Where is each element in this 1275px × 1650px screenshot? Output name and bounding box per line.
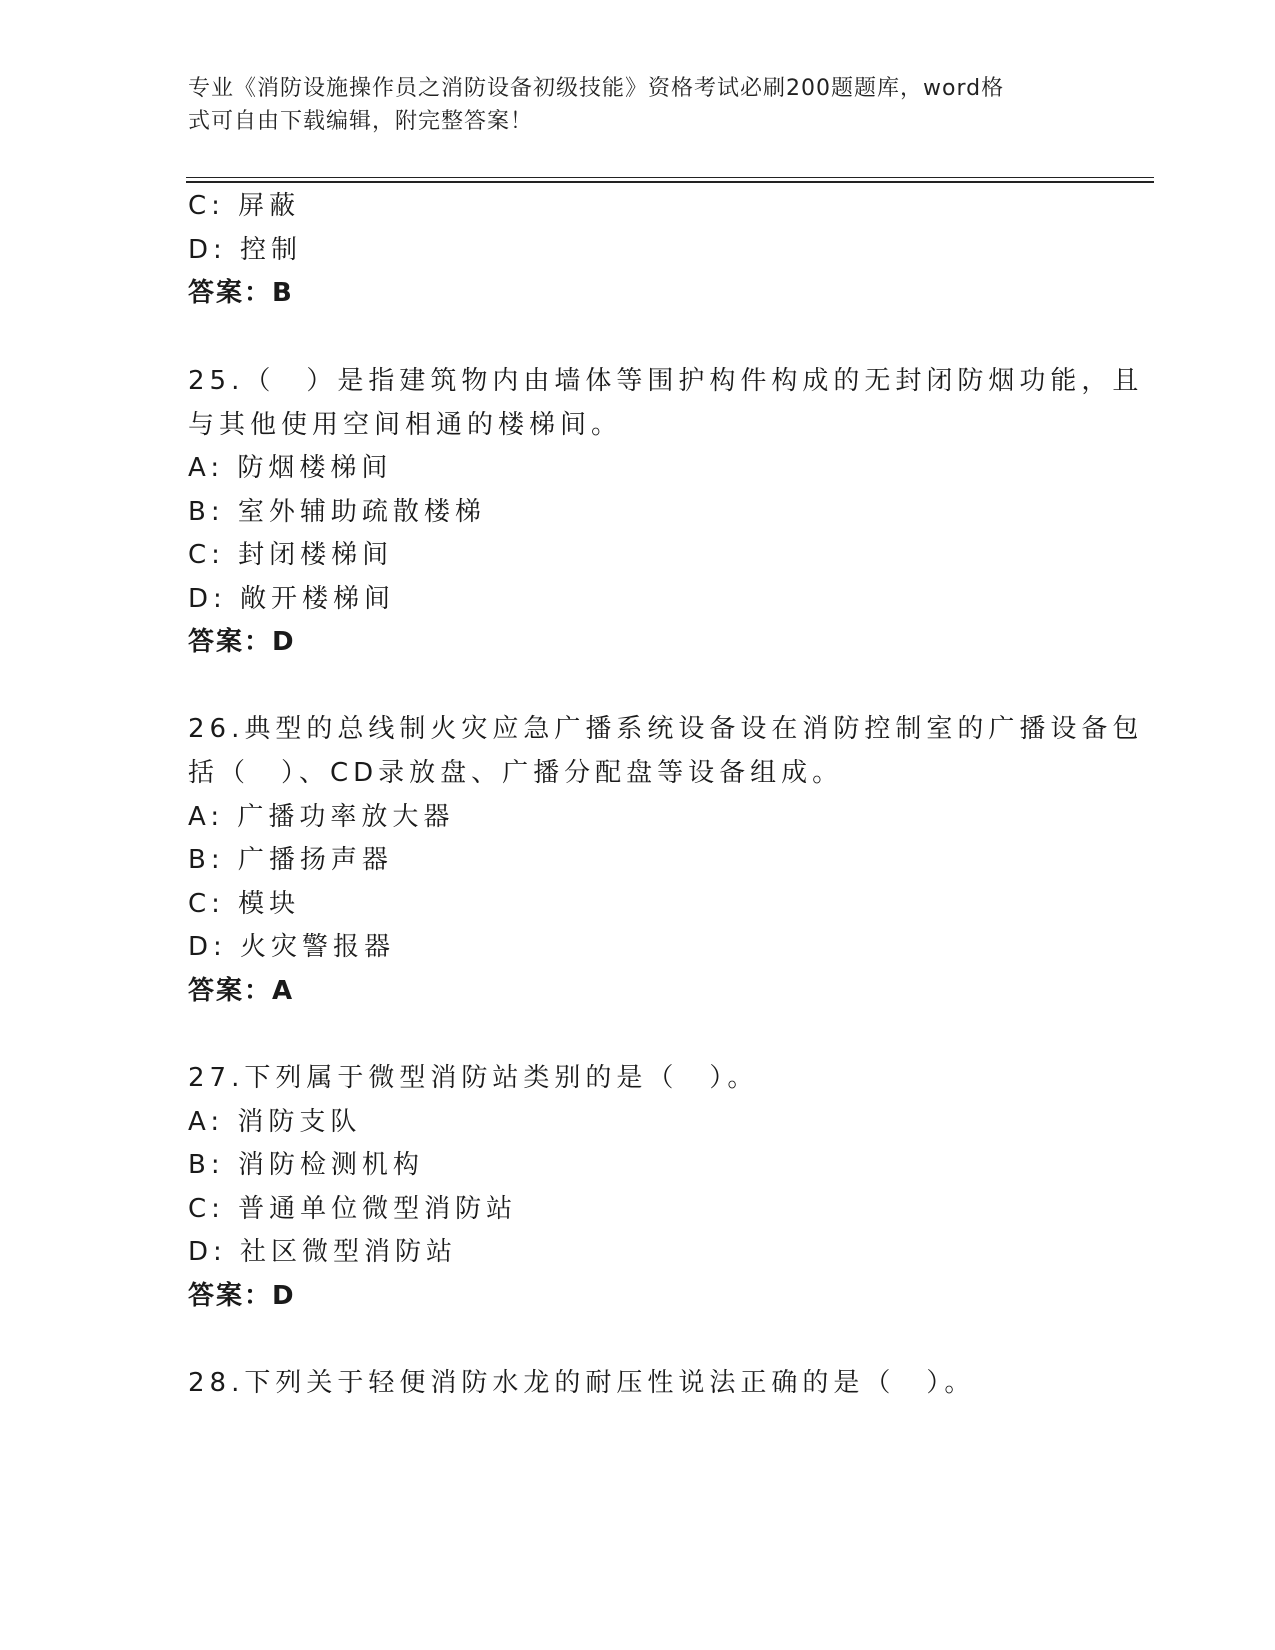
q27-option-b: B: 消防检测机构 <box>188 1150 424 1180</box>
header-line-2: 式可自由下载编辑，附完整答案！ <box>188 109 534 134</box>
q24-answer: 答案：B <box>188 278 294 308</box>
q26-option-b: B: 广播扬声器 <box>188 845 393 875</box>
q25-option-d: D: 敞开楼梯间 <box>188 584 396 614</box>
q24-option-c: C: 屏蔽 <box>188 191 301 221</box>
q26-stem-line-2: 括（ ）、CD录放盘、广播分配盘等设备组成。 <box>188 758 844 788</box>
q24-option-d: D: 控制 <box>188 235 303 265</box>
header-line-1: 专业《消防设施操作员之消防设备初级技能》资格考试必刷200题题库，word格 <box>188 76 1005 101</box>
q27-option-c: C: 普通单位微型消防站 <box>188 1194 518 1224</box>
q27-option-d: D: 社区微型消防站 <box>188 1237 458 1267</box>
q25-answer: 答案：D <box>188 627 296 657</box>
q25-stem-line-2: 与其他使用空间相通的楼梯间。 <box>188 410 623 440</box>
q25-option-b: B: 室外辅助疏散楼梯 <box>188 497 486 527</box>
q26-option-c: C: 模块 <box>188 889 301 919</box>
q28-stem-line-1: 28.下列关于轻便消防水龙的耐压性说法正确的是（ ）。 <box>188 1368 976 1398</box>
header-divider-thin <box>186 177 1154 178</box>
header-divider-thick <box>186 181 1154 183</box>
page-header <box>188 72 1068 138</box>
q27-answer: 答案：D <box>188 1281 296 1311</box>
q27-stem-line-1: 27.下列属于微型消防站类别的是（ ）。 <box>188 1063 759 1093</box>
q25-option-a: A: 防烟楼梯间 <box>188 453 393 483</box>
q25-option-c: C: 封闭楼梯间 <box>188 540 394 570</box>
q26-stem-line-1: 26.典型的总线制火灾应急广播系统设备设在消防控制室的广播设备包 <box>188 714 1144 744</box>
q26-option-a: A: 广播功率放大器 <box>188 802 455 832</box>
q27-option-a: A: 消防支队 <box>188 1107 362 1137</box>
q26-option-d: D: 火灾警报器 <box>188 932 396 962</box>
q25-stem-line-1: 25.（ ）是指建筑物内由墙体等围护构件构成的无封闭防烟功能，且 <box>188 366 1144 396</box>
q26-answer: 答案：A <box>188 976 295 1006</box>
